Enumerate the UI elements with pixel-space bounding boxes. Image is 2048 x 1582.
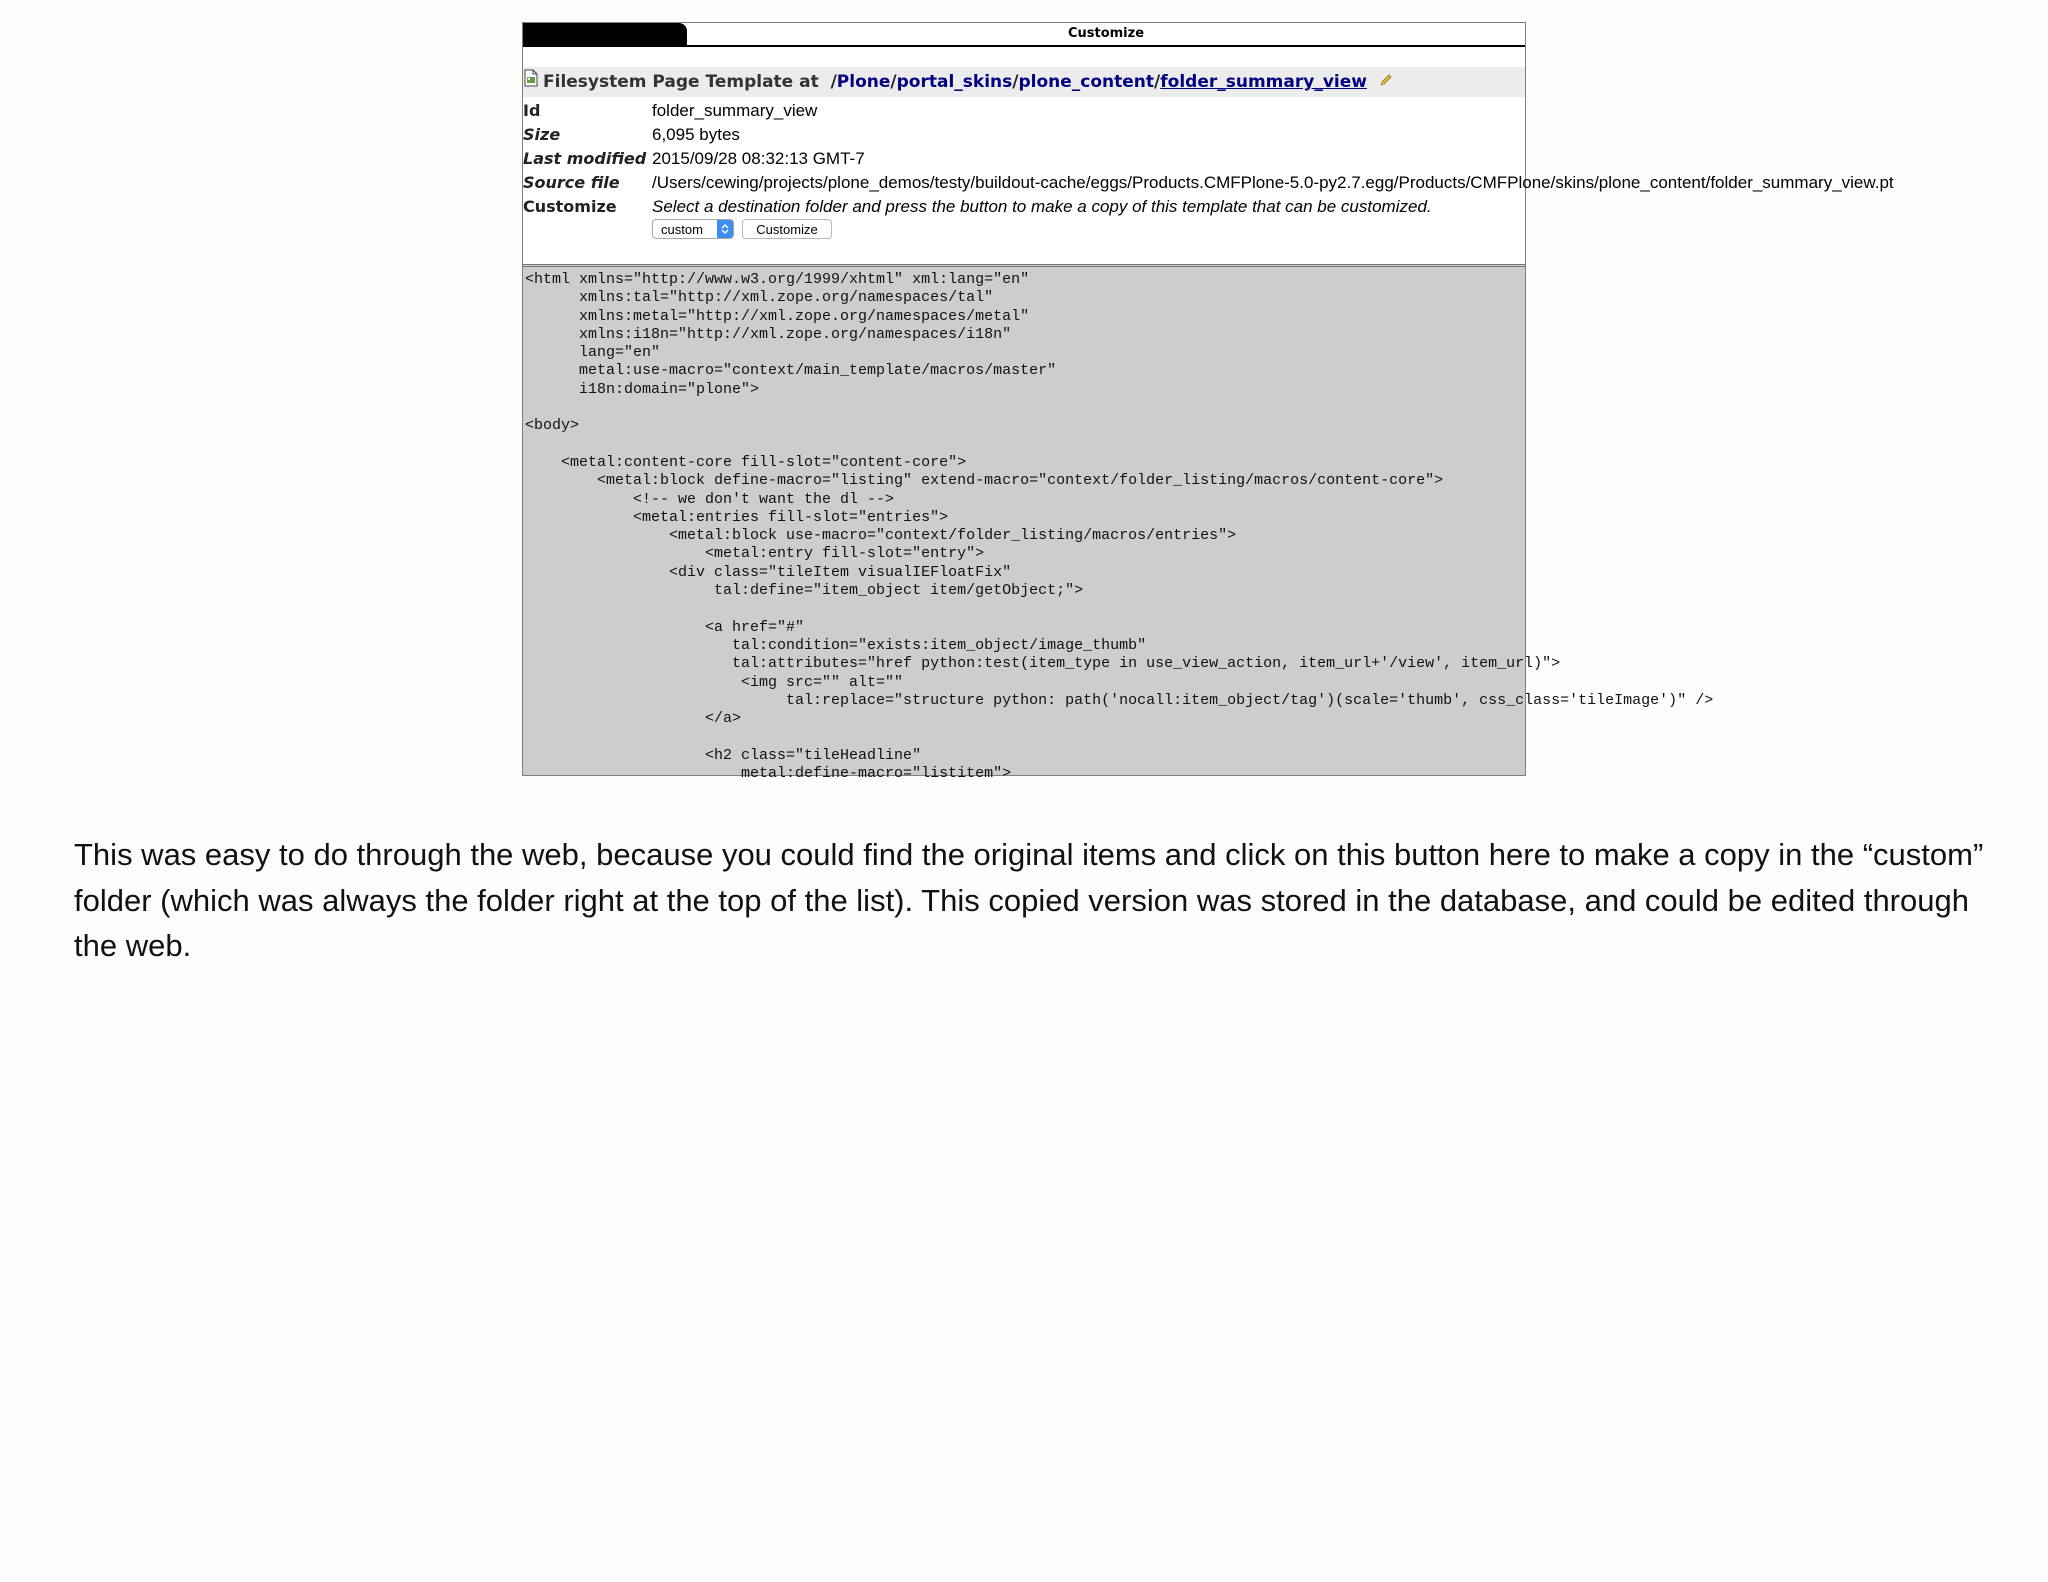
breadcrumb-plone-content[interactable]: plone_content xyxy=(1018,72,1155,92)
code-line: metal:define-macro="listitem"> xyxy=(525,765,1012,783)
zmi-screenshot xyxy=(522,22,1894,783)
code-line xyxy=(525,600,1525,618)
code-line: <a href="#" xyxy=(525,618,805,636)
breadcrumb-current[interactable]: folder_summary_view xyxy=(1160,72,1367,92)
property-row xyxy=(523,147,1525,171)
page-title: Filesystem Page Template at /Plone/portal_skins/plone_content/folder_summary_view xyxy=(523,67,1525,97)
property-value: 2015/09/28 08:32:13 GMT-7 xyxy=(652,149,865,168)
code-line: <div class="tileItem visualIEFloatFix" xyxy=(525,563,1012,581)
code-line: <!-- we don't want the dl --> xyxy=(525,490,895,508)
code-line: xmlns:metal="http://xml.zope.org/namespaces/metal" xyxy=(525,307,1030,325)
tab-customize[interactable]: Customize xyxy=(1067,26,1145,41)
code-line: <metal:block define-macro="listing" extend-macro="context/folder_listing/macros/content-core"> xyxy=(525,472,1444,490)
code-line: i18n:domain="plone"> xyxy=(525,380,760,398)
code-line: <metal:block use-macro="context/folder_listing/macros/entries"> xyxy=(525,527,1237,545)
property-row xyxy=(523,195,1525,219)
property-key: Source file xyxy=(523,173,620,192)
code-line: <body> xyxy=(525,417,580,435)
code-line: lang="en" xyxy=(525,344,661,362)
property-value: 6,095 bytes xyxy=(652,125,740,144)
updown-arrows-icon[interactable] xyxy=(717,220,733,238)
tab-inactive[interactable] xyxy=(523,23,687,45)
destination-folder-select[interactable] xyxy=(652,219,734,239)
breadcrumb-portal-skins[interactable]: portal_skins xyxy=(896,72,1013,92)
property-row xyxy=(523,171,1894,195)
code-line: <h2 class="tileHeadline" xyxy=(525,746,922,764)
customize-button[interactable]: Customize xyxy=(742,219,832,239)
code-line xyxy=(525,399,1525,417)
code-line: <metal:content-core fill-slot="content-core"> xyxy=(525,453,967,471)
code-line: tal:condition="exists:item_object/image_thumb" xyxy=(525,636,1147,654)
template-source[interactable] xyxy=(523,264,1714,783)
property-value: /Users/cewing/projects/plone_demos/testy/buildout-cache/eggs/Products.CMFPlone-5.0-py2.7.egg/Products/CMFPlone/skins/plone_content/folder_summary_view.pt xyxy=(652,173,1894,192)
file-template-icon xyxy=(523,67,539,97)
object-type-label: Filesystem Page Template at xyxy=(543,72,819,92)
code-line: <img src="" alt="" xyxy=(525,673,904,691)
code-line: tal:attributes="href python:test(item_type in use_view_action, item_url+'/view', item_url)"> xyxy=(525,655,1561,673)
code-line xyxy=(525,436,1525,454)
code-line: <metal:entries fill-slot="entries"> xyxy=(525,508,949,526)
folder-select-value: custom xyxy=(661,222,703,237)
tab-bar xyxy=(523,23,1525,47)
properties-table xyxy=(523,99,1894,219)
property-row xyxy=(523,99,1525,123)
code-line: <html xmlns="http://www.w3.org/1999/xhtml" xml:lang="en" xyxy=(525,271,1030,288)
breadcrumb-plone[interactable]: Plone xyxy=(836,72,891,92)
property-row xyxy=(523,123,1525,147)
code-line: metal:use-macro="context/main_template/macros/master" xyxy=(525,362,1057,380)
code-line: xmlns:tal="http://xml.zope.org/namespaces/tal" xyxy=(525,289,994,307)
property-key: Id xyxy=(523,101,541,120)
code-line: xmlns:i18n="http://xml.zope.org/namespaces/i18n" xyxy=(525,325,1012,343)
property-key: Customize xyxy=(523,197,617,216)
customize-help-text: Select a destination folder and press the button to make a copy of this template that can be customized. xyxy=(652,197,1432,216)
code-line: tal:replace="structure python: path('nocall:item_object/tag')(scale='thumb', css_class='tileImage')" /> xyxy=(525,691,1714,709)
code-line: <metal:entry fill-slot="entry"> xyxy=(525,545,985,563)
code-line xyxy=(525,728,1525,746)
property-key: Size xyxy=(523,125,561,144)
template-source-code xyxy=(523,267,1714,783)
slide-caption: This was easy to do through the web, because you could find the original items and click on this button here to make a copy in the “custom” folder (which was always the folder right at the top of the list). This copied version was stored in the database, and could be edited through the web. xyxy=(74,837,1984,963)
code-line: tal:define="item_object item/getObject;"> xyxy=(525,582,1084,600)
pencil-icon[interactable] xyxy=(1379,67,1393,97)
property-value: folder_summary_view xyxy=(652,101,818,120)
code-line: </a> xyxy=(525,710,742,728)
property-key: Last modified xyxy=(523,149,647,168)
